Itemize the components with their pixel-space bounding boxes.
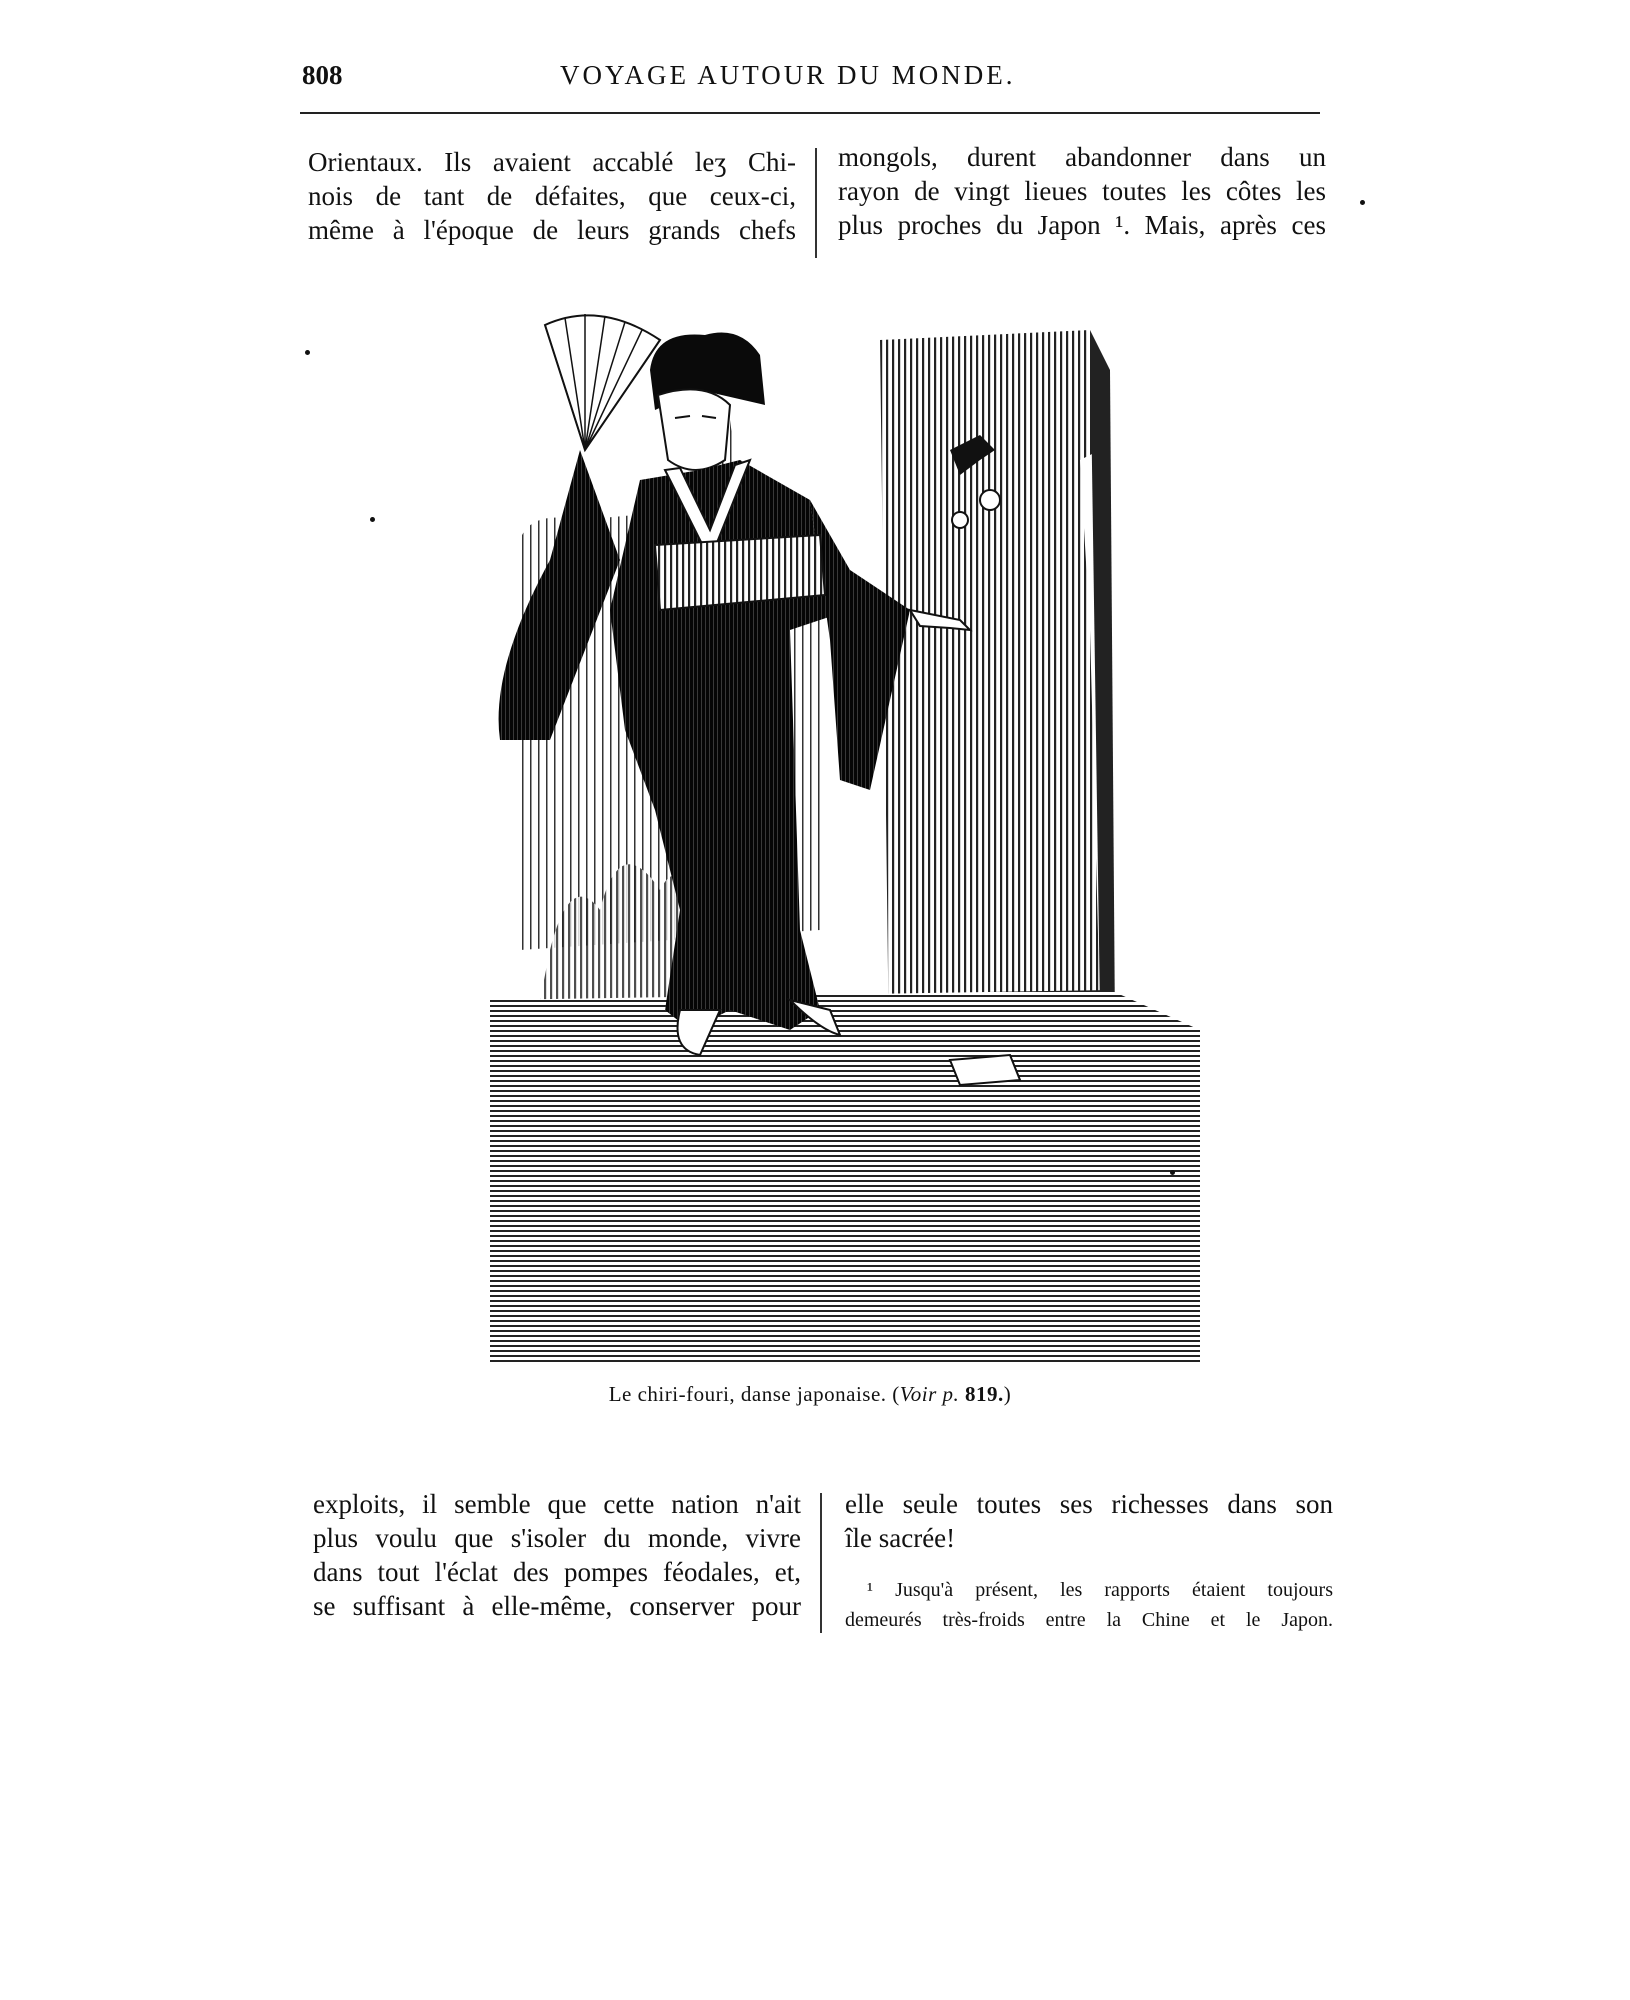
footnote-line: ¹ Jusqu'à présent, les rapports étaient toujours [867, 1579, 1333, 1601]
bottom-left-column [313, 1487, 801, 1623]
floor [490, 990, 1200, 1365]
column-divider [820, 1493, 822, 1633]
face [658, 389, 730, 470]
footnote-line: demeurés très-froids entre la Chine et le Japon. [845, 1609, 1333, 1631]
engraving-illustration [490, 310, 1200, 1365]
text-line: rayon de vingt lieues toutes les côtes les [838, 176, 1326, 206]
print-speck [370, 517, 375, 522]
caption-ref-open: ( [892, 1382, 900, 1406]
running-title: VOYAGE AUTOUR DU MONDE. [560, 60, 1016, 90]
top-right-column [838, 140, 1326, 242]
text-line: plus proches du Japon ¹. Mais, après ces [838, 210, 1326, 240]
text-line: se suffisant à elle-même, conserver pour [313, 1591, 801, 1621]
print-speck [1170, 1170, 1175, 1175]
header-rule [300, 112, 1320, 114]
text-line: nois de tant de défaites, que ceux-ci, [308, 181, 796, 211]
caption-ref-page: 819. [965, 1382, 1004, 1406]
caption-ref-italic: Voir p. [899, 1382, 960, 1406]
print-speck [1360, 200, 1365, 205]
text-line: elle seule toutes ses richesses dans son [845, 1489, 1333, 1519]
sandal [950, 1055, 1020, 1085]
footnote [845, 1575, 1333, 1635]
text-line: dans tout l'éclat des pompes féodales, et, [313, 1557, 801, 1587]
column-divider [815, 148, 817, 258]
page-number: 808 [302, 60, 343, 90]
bottom-right-column [845, 1487, 1333, 1555]
caption-ref-close: ) [1003, 1382, 1012, 1406]
text-line: même à l'époque de leurs grands chefs [308, 215, 796, 245]
caption-main: Le chiri-fouri, danse japonaise. [608, 1382, 887, 1406]
text-line: mongols, durent abandonner dans un [838, 142, 1326, 172]
print-speck [305, 350, 310, 355]
top-left-column [308, 145, 796, 247]
text-line: Orientaux. Ils avaient accablé leʒ Chi- [308, 147, 796, 177]
text-line: plus voulu que s'isoler du monde, vivre [313, 1523, 801, 1553]
text-line: exploits, il semble que cette nation n'ait [313, 1489, 801, 1519]
text-line: île sacrée! [845, 1523, 956, 1553]
figure-caption [400, 1382, 1220, 1407]
